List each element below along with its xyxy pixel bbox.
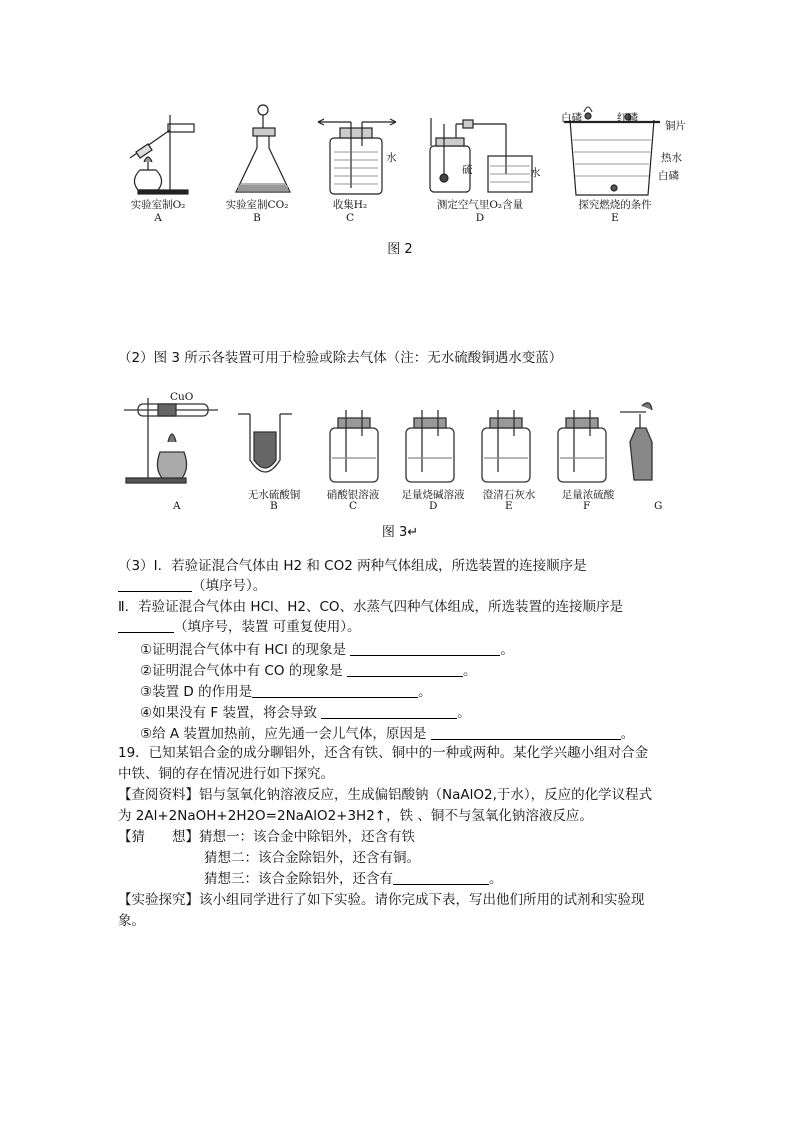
fig2-caption-e: 探究燃烧的条件 E — [578, 199, 652, 224]
label-copper-sheet: 铜片 — [665, 120, 686, 132]
q19-experiment-2: 象。 — [118, 913, 145, 929]
answer-blank-3[interactable] — [350, 641, 500, 656]
fig3-letter-e: E — [505, 500, 513, 512]
q3-sub5: ⑤给 A 装置加热前，应先通一会儿气体，原因是 。 — [140, 726, 635, 742]
fig3-caption-e: 澄清石灰水 — [482, 489, 536, 501]
label-cuo: CuO — [170, 391, 194, 403]
q3-sub1: ①证明混合气体中有 HCl 的现象是 。 — [140, 642, 514, 658]
q19-experiment-1: 【实验探究】该小组同学进行了如下实验。请你完成下表，写出他们所用的试剂和实验现 — [118, 892, 645, 908]
q3-part2-line2: （填序号，装置 可重复使用）。 — [118, 617, 361, 637]
label-red-phosphorus: 红磷 — [617, 112, 638, 124]
q3-sub4: ④如果没有 F 装置，将会导致 。 — [140, 705, 471, 721]
question-2-text: （2）图 3 所示各装置可用于检验或除去气体（注：无水硫酸铜遇水变蓝） — [118, 350, 563, 366]
apparatus-c-bottle — [330, 410, 378, 482]
q19-reference-2: 为 2Al+2NaOH+2H2O=2NaAlO2+3H2↑，铁 、铜不与氢氧化钠溶液反应。 — [118, 808, 593, 824]
figure-3-title: 图 3↵ — [381, 525, 419, 540]
fig3-letter-g: G — [654, 500, 663, 512]
label-white-phosphorus-2: 白磷 — [658, 170, 679, 182]
apparatus-d-bottle — [406, 410, 454, 482]
answer-blank-5[interactable] — [252, 683, 418, 698]
answer-blank-4[interactable] — [347, 662, 463, 677]
apparatus-e-bottle — [482, 410, 530, 482]
fig3-caption-b: 无水硫酸铜 — [247, 489, 301, 501]
figure-2-title: 图 2 — [387, 242, 413, 257]
q19-guess-1: 【猜 想】猜想一：该合金中除铝外，还含有铁 — [118, 829, 415, 845]
fig2-caption-b: 实验室制CO₂ B — [225, 199, 289, 224]
answer-blank-2[interactable] — [118, 618, 174, 633]
fig3-letter-d: D — [429, 500, 438, 512]
q19-line1: 19．已知某铝合金的成分聊铝外，还含有铁、铜中的一种或两种。某化学兴趣小组对合金 — [118, 745, 649, 761]
q19-guess-2: 猜想二：该合金除铝外，还含有铜。 — [204, 850, 420, 866]
fig2-caption-c: 收集H₂ C — [332, 199, 368, 224]
q3-part2-line1: Ⅱ．若验证混合气体由 HCl、H2、CO、水蒸气四种气体组成，所选装置的连接顺序是 — [118, 599, 624, 615]
label-water-c: 水 — [386, 152, 397, 164]
apparatus-b-co2 — [236, 105, 290, 192]
answer-blank-7[interactable] — [431, 725, 621, 740]
label-hot-water: 热水 — [661, 152, 682, 164]
fig2-caption-a: 实验室制O₂ A — [130, 199, 186, 224]
figure-3-drawing — [118, 392, 678, 492]
label-white-phosphorus: 白磷 — [561, 112, 582, 124]
fig3-caption-c: 硝酸银溶液 — [326, 489, 380, 501]
apparatus-b-u-tube — [238, 414, 292, 472]
q3-sub3: ③装置 D 的作用是 。 — [140, 684, 432, 700]
fig2-caption-d: 测定空气里O₂含量 D — [436, 199, 524, 224]
apparatus-a-cuo — [124, 398, 218, 483]
apparatus-f-bottle — [558, 410, 606, 482]
apparatus-d-air — [430, 118, 532, 192]
answer-blank-6[interactable] — [321, 704, 457, 719]
apparatus-g-lamp — [620, 403, 652, 480]
apparatus-c-h2 — [318, 119, 396, 194]
fig3-caption-d: 足量烧碱溶液 — [401, 489, 465, 501]
fig3-letter-f: F — [583, 500, 591, 512]
q3-part1-line1: （3）Ⅰ．若验证混合气体由 H2 和 CO2 两种气体组成，所选装置的连接顺序是 — [118, 558, 587, 574]
q3-sub2: ②证明混合气体中有 CO 的现象是 。 — [140, 663, 477, 679]
label-sulfur: 硫 — [462, 164, 473, 176]
answer-blank-8[interactable] — [393, 870, 489, 885]
fig3-letter-c: C — [349, 500, 358, 512]
fig3-letter-a: A — [173, 500, 181, 512]
q19-guess-3: 猜想三：该合金除铝外，还含有 。 — [204, 871, 503, 887]
fig3-letter-b: B — [270, 500, 278, 512]
apparatus-a-o2 — [130, 115, 194, 194]
q19-line2: 中铁、铜的存在情况进行如下探究。 — [118, 766, 334, 782]
answer-blank-1[interactable] — [118, 577, 192, 592]
q19-reference-1: 【查阅资料】铝与氢氧化钠溶液反应，生成偏铝酸钠（NaAlO2,于水），反应的化学议程式 — [118, 787, 653, 803]
q3-part1-line2: （填序号）。 — [118, 576, 266, 596]
label-water-d: 水 — [530, 167, 541, 179]
fig3-caption-f: 足量浓硫酸 — [561, 489, 615, 501]
